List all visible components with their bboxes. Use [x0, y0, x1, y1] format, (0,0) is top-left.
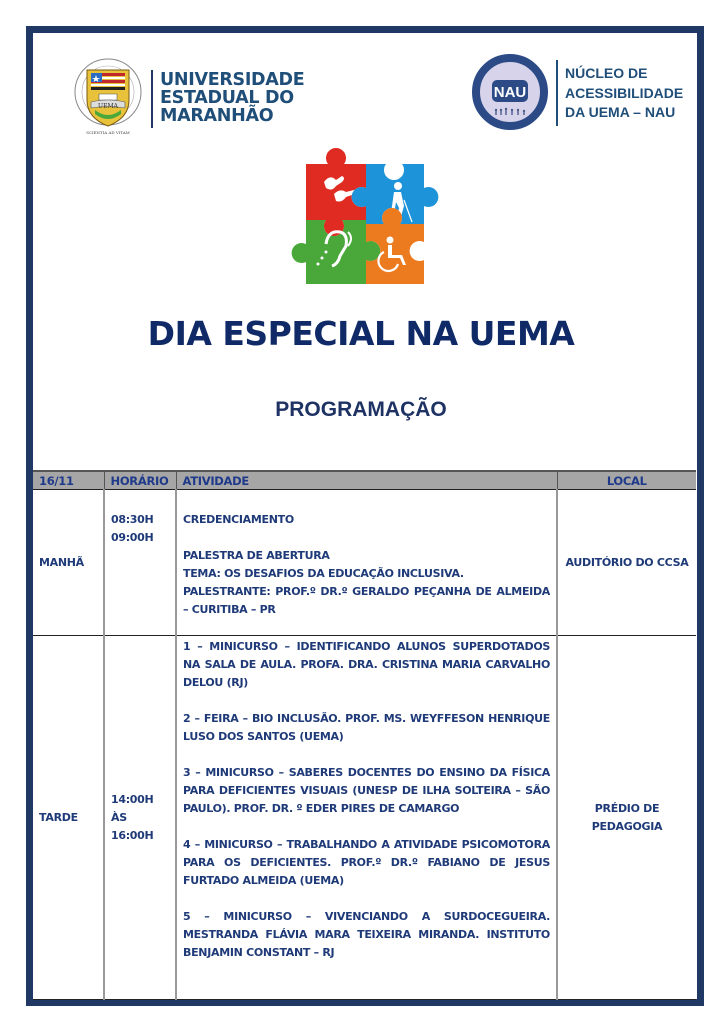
activity-item: TEMA: OS DESAFIOS DA EDUCAÇÃO INCLUSIVA. — [183, 567, 464, 580]
svg-text:UEMA: UEMA — [98, 103, 118, 110]
time-entry: 09:00H — [111, 531, 154, 544]
nau-name-line: ACESSIBILIDADE — [565, 84, 684, 101]
activity-item: 5 – MINICURSO – VIVENCIANDO A SURDOCEGUEIRA. MESTRANDA FLÁVIA MARA TEIXEIRA MIRANDA. INSTITUTO BENJAMIN CONSTANT – RJ — [183, 910, 550, 959]
table-header-row — [33, 471, 696, 490]
time-entry: 14:00H — [111, 792, 154, 806]
activity-item: PALESTRANTE: PROF.º DR.º GERALDO PEÇANHA DE ALMEIDA – CURITIBA – PR — [183, 585, 550, 616]
table-row-morning — [33, 490, 696, 636]
nau-divider — [556, 60, 558, 126]
svg-text:NAU: NAU — [493, 84, 527, 101]
table-row-afternoon — [33, 636, 696, 1000]
uema-name-line: ESTADUAL DO — [160, 88, 294, 108]
time-entry: 16:00H — [111, 828, 154, 842]
activity-cell — [176, 490, 557, 636]
nau-logo — [470, 52, 550, 132]
activity-item: 2 – FEIRA – BIO INCLUSÃO. PROF. MS. WEYFFESON HENRIQUE LUSO DOS SANTOS (UEMA) — [183, 712, 550, 743]
column-header-date: 16/11 — [33, 471, 104, 490]
period-cell: MANHÃ — [33, 490, 104, 636]
page-subtitle: PROGRAMAÇÃO — [275, 398, 447, 421]
uema-seal-logo — [73, 52, 143, 138]
location-cell: PRÉDIO DE PEDAGOGIA — [557, 636, 696, 1000]
nau-name — [565, 64, 683, 123]
activity-item: CREDENCIAMENTO — [183, 513, 294, 526]
time-entry: ÀS — [111, 810, 127, 824]
time-entry: 08:30H — [111, 513, 154, 526]
uema-divider — [151, 70, 153, 128]
column-header-location: LOCAL — [557, 471, 696, 490]
schedule-table — [33, 470, 696, 1000]
location-cell: AUDITÓRIO DO CCSA — [557, 490, 696, 636]
activity-item: 3 – MINICURSO – SABERES DOCENTES DO ENSINO DA FÍSICA PARA DEFICIENTES VISUAIS (UNESP DE ILHA SOLTEIRA – SÃO PAULO). PROF. DR. º EDER PIRES DE CAMARGO — [183, 766, 550, 815]
uema-name-line: MARANHÃO — [160, 106, 274, 126]
activity-item: PALESTRA DE ABERTURA — [183, 549, 330, 562]
time-cell — [104, 490, 176, 636]
time-cell — [104, 636, 176, 1000]
nau-name-line: NÚCLEO DE — [565, 65, 648, 81]
uema-name-line: UNIVERSIDADE — [160, 70, 305, 90]
column-header-activity: ATIVIDADE — [176, 471, 557, 490]
uema-name — [160, 71, 304, 125]
activity-cell — [176, 636, 557, 1000]
accessibility-puzzle-graphic — [286, 148, 442, 290]
svg-text:SCIENTIA AD VITAM: SCIENTIA AD VITAM — [86, 130, 130, 135]
activity-item: 1 – MINICURSO – IDENTIFICANDO ALUNOS SUPERDOTADOS NA SALA DE AULA. PROFA. DRA. CRISTINA MARIA CARVALHO DELOU (RJ) — [183, 640, 550, 689]
column-header-time: HORÁRIO — [104, 471, 176, 490]
activity-item: 4 – MINICURSO – TRABALHANDO A ATIVIDADE PSICOMOTORA PARA OS DEFICIENTES. PROF.º DR.º FABIANO DE JESUS FURTADO ALMEIDA (UEMA) — [183, 838, 550, 887]
page-title: DIA ESPECIAL NA UEMA — [147, 314, 575, 353]
nau-name-line: DA UEMA – NAU — [565, 104, 676, 120]
period-cell: TARDE — [33, 636, 104, 1000]
